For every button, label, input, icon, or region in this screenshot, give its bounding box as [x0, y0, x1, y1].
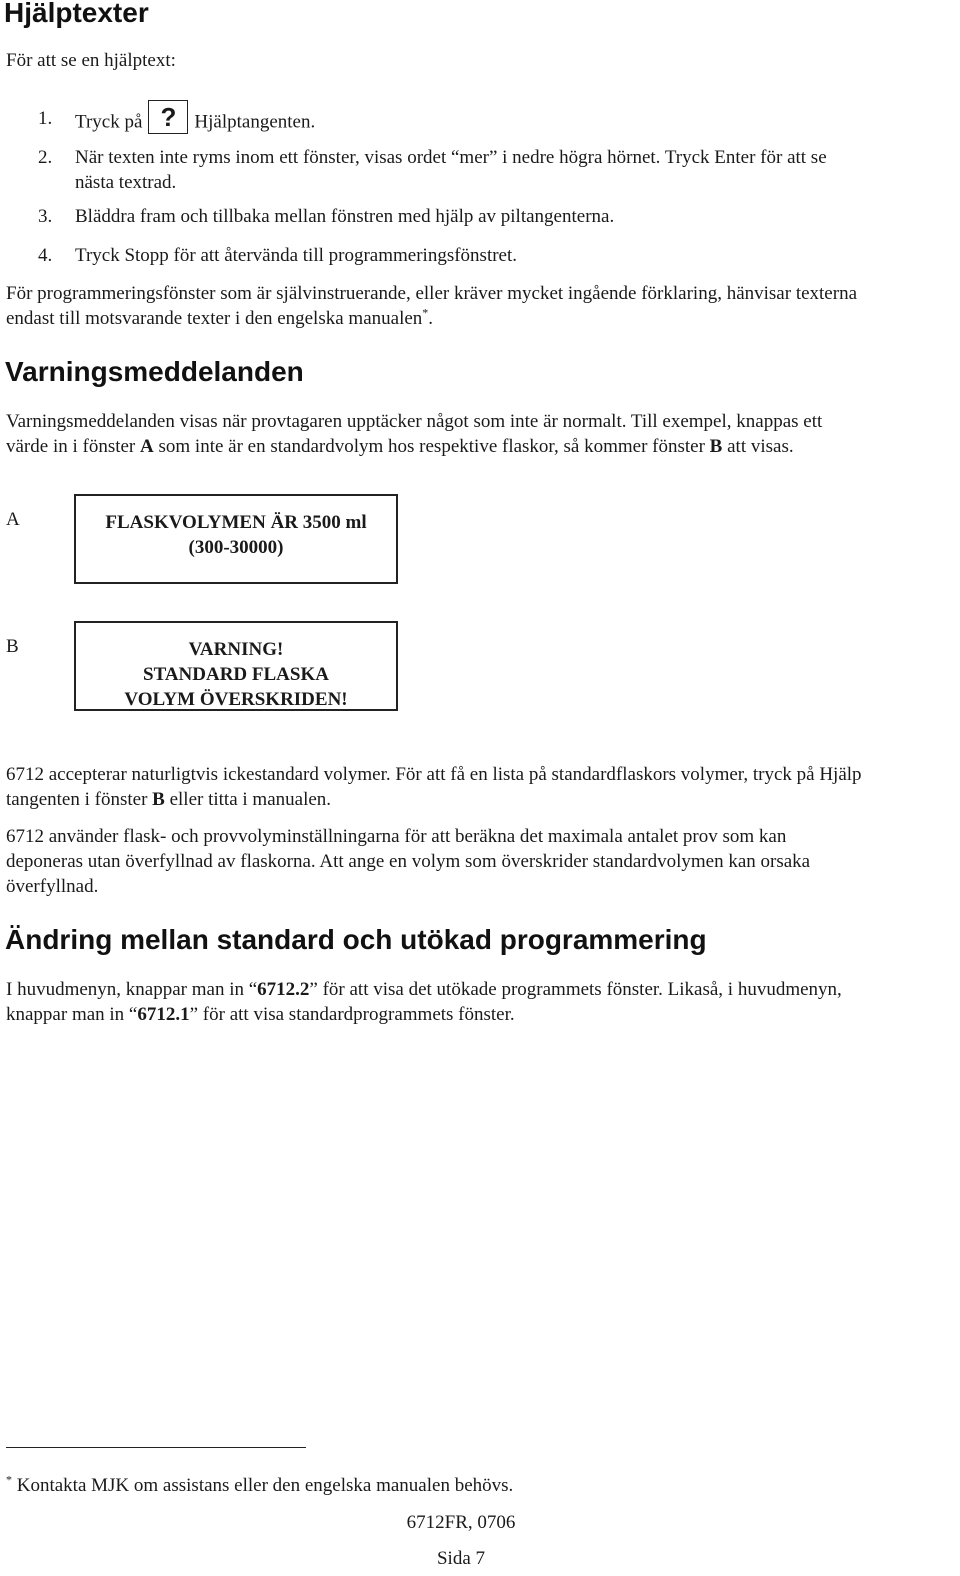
list-number: 3.	[38, 206, 53, 227]
list-item	[0, 243, 960, 268]
window-b-label: B	[6, 636, 19, 657]
heading-hjalptexter: Hjälptexter	[4, 0, 149, 28]
window-a-label: A	[6, 509, 20, 530]
help-key-icon: ?	[148, 100, 188, 134]
paragraph-line: För programmeringsfönster som är självinstruerande, eller kräver mycket ingående förklaring, hänvisar texterna	[6, 283, 858, 304]
page-number: Sida 7	[436, 1548, 486, 1569]
list-item-text: Tryck Stopp för att återvända till programmeringsfönstret.	[75, 245, 518, 266]
display-line: FLASKVOLYMEN ÄR 3500 ml	[105, 512, 367, 533]
code-6712-2: 6712.2	[257, 979, 310, 1000]
paragraph-text: ” för att visa det utökade programmets fönster. Likaså, i huvudmenyn,	[309, 979, 842, 1000]
list-number: 2.	[38, 147, 53, 168]
step-text-before: Tryck på	[75, 111, 143, 133]
paragraph-line: 6712 använder flask- och provvolyminställningarna för att beräkna det maximala antalet prov som kan	[6, 826, 787, 847]
window-ref-b: B	[709, 436, 723, 457]
list-item-text	[75, 145, 945, 195]
paragraph	[6, 977, 956, 1027]
paragraph-line: endast till motsvarande texter i den engelska manualen	[6, 308, 423, 329]
heading-andring: Ändring mellan standard och utökad programmering	[5, 924, 707, 955]
paragraph-text: knappar man in “	[6, 1004, 138, 1025]
window-ref-b: B	[152, 789, 165, 810]
paragraph-text: I huvudmenyn, knappar man in “	[6, 979, 258, 1000]
list-number: 4.	[38, 245, 53, 266]
code-6712-1: 6712.1	[137, 1004, 190, 1025]
intro-text: För att se en hjälptext:	[6, 50, 176, 71]
paragraph-line: Varningsmeddelanden visas när provtagaren upptäcker något som inte är normalt. Till exempel, knappas ett	[6, 411, 823, 432]
footnote-marker: *	[422, 305, 429, 320]
list-item-text	[75, 102, 945, 140]
footnote	[6, 1473, 513, 1498]
footnote-text: Kontakta MJK om assistans eller den engelska manualen behövs.	[12, 1475, 514, 1496]
paragraph	[6, 762, 958, 812]
paragraph-text: som inte är en standardvolym hos respektive flaskor, så kommer fönster	[153, 436, 710, 457]
display-line: VOLYM ÖVERSKRIDEN!	[124, 689, 348, 710]
list-number: 1.	[38, 108, 53, 129]
paragraph-text: eller titta i manualen.	[164, 789, 332, 810]
paragraph	[6, 824, 956, 899]
list-item	[0, 102, 960, 136]
display-line: (300-30000)	[188, 537, 284, 558]
footnote-divider	[6, 1447, 306, 1448]
paragraph-text: att visas.	[722, 436, 794, 457]
step-text-line1: När texten inte ryms inom ett fönster, visas ordet “mer” i nedre högra hörnet. Tryck Enter för att se	[75, 147, 827, 168]
display-line: VARNING!	[188, 639, 284, 660]
footnote-marker: *	[6, 1472, 12, 1487]
paragraph	[6, 409, 956, 459]
paragraph-text: tangenten i fönster	[6, 789, 153, 810]
paragraph-text: värde in i fönster	[6, 436, 141, 457]
step-text-after: Hjälptangenten.	[194, 111, 316, 133]
paragraph-text: ” för att visa standardprogrammets fönster.	[189, 1004, 515, 1025]
paragraph	[6, 281, 956, 331]
list-item	[0, 204, 960, 229]
document-id: 6712FR, 0706	[406, 1512, 516, 1533]
paragraph-end: .	[428, 308, 434, 329]
paragraph-line: deponeras utan överfyllnad av flaskorna. Att ange en volym som överskrider standardvolymen kan orsaka	[6, 851, 811, 872]
list-item	[0, 145, 960, 195]
display-line: STANDARD FLASKA	[143, 664, 329, 685]
window-a-display	[74, 494, 398, 584]
window-ref-a: A	[140, 436, 154, 457]
paragraph-line: 6712 accepterar naturligtvis ickestandard volymer. För att få en lista på standardflaskors volymer, tryck på Hjälp	[6, 764, 862, 785]
list-item-text: Bläddra fram och tillbaka mellan fönstren med hjälp av piltangenterna.	[75, 206, 615, 227]
step-text-line2: nästa textrad.	[75, 172, 177, 193]
paragraph-line: överfyllnad.	[6, 876, 99, 897]
heading-varningsmeddelanden: Varningsmeddelanden	[5, 356, 304, 387]
window-b-display	[74, 621, 398, 711]
